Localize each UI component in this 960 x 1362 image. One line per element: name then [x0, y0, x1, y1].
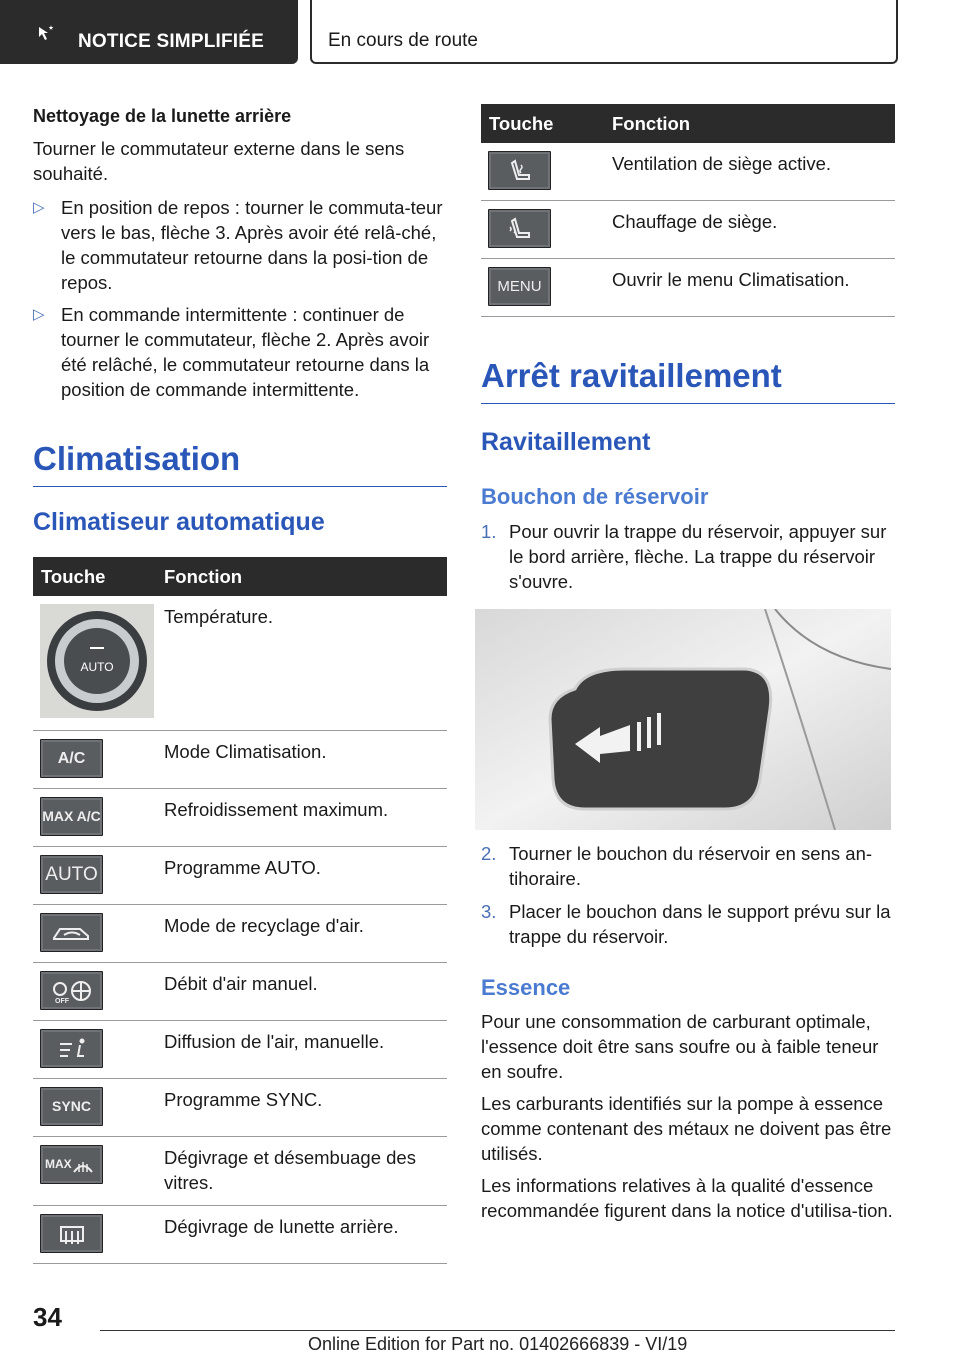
menu-button-icon: MENU [488, 267, 551, 306]
function-text: Débit d'air manuel. [156, 963, 447, 1021]
heading-automatic-ac: Climatiseur automatique [33, 508, 325, 536]
sync-button-icon: SYNC [40, 1087, 103, 1126]
table-row [33, 731, 447, 789]
seat-controls-table [481, 104, 895, 317]
header-function: Fonction [604, 104, 895, 143]
function-text: Mode de recyclage d'air. [156, 905, 447, 963]
chapter-tab [310, 0, 898, 64]
section-title: NOTICE SIMPLIFIÉE [78, 31, 265, 52]
ac-button-icon: A/C [40, 739, 103, 778]
list-item: 2. Tourner le bouchon du réservoir en sens an‐tihoraire. [481, 843, 873, 889]
function-text: Dégivrage de lunette arrière. [156, 1206, 447, 1264]
fuel-paragraph: Pour une consommation de carburant optimale, l'essence doit être sans soufre ou à faible teneur en soufre. [481, 1011, 879, 1082]
function-text: Température. [156, 596, 447, 731]
cleaning-intro: Tourner le commutateur externe dans le sens souhaité. [33, 138, 405, 184]
table-row [33, 905, 447, 963]
fan-speed-icon [40, 971, 103, 1010]
seat-ventilation-icon [488, 151, 551, 190]
triangle-bullet-icon: ▷ [33, 199, 45, 216]
header-function: Fonction [156, 557, 447, 596]
page-number: 34 [33, 1302, 62, 1332]
fuel-flap-image [475, 609, 891, 830]
fuel-paragraph: Les informations relatives à la qualité d'essence recommandée figurent dans la notice d'utilisa‐tion. [481, 1175, 893, 1221]
table-row [33, 1021, 447, 1079]
page-header [0, 0, 960, 66]
bullet-item: ▷ En position de repos : tourner le commuta‐teur vers le bas, flèche 3. Après avoir été relâ‐ché, le commutateur retourne dans la posi‐tion de repos. [33, 197, 443, 293]
cleaning-title: Nettoyage de la lunette arrière [33, 106, 292, 126]
climate-controls-table [33, 557, 447, 1264]
svg-text:OFF: OFF [54, 997, 69, 1004]
function-text: Programme AUTO. [156, 847, 447, 905]
table-header-row [481, 104, 895, 143]
footer-divider [100, 1330, 895, 1331]
chapter-title: En cours de route [328, 30, 478, 51]
table-row [481, 201, 895, 259]
bullet-item: ▷ En commande intermittente : continuer de tourner le commutateur, flèche 2. Après avoir été relâché, le commutateur retourne dans la position de commande intermittente. [33, 304, 430, 400]
triangle-bullet-icon: ▷ [33, 306, 45, 323]
table-header-row [33, 557, 447, 596]
air-recirculation-icon [40, 913, 103, 952]
list-item: 1. Pour ouvrir la trappe du réservoir, appuyer sur le bord arrière, flèche. La trappe du réservoir s'ouvre. [481, 521, 887, 592]
max-ac-button-icon: MAX A/C [40, 797, 103, 836]
auto-button-icon: AUTO [40, 855, 103, 894]
table-row [33, 1079, 447, 1137]
function-text: Ouvrir le menu Climatisation. [604, 259, 895, 317]
function-text: Diffusion de l'air, manuelle. [156, 1021, 447, 1079]
fuel-paragraph: Les carburants identifiés sur la pompe à essence comme contenant des métaux ne doivent pas être utilisés. [481, 1093, 892, 1164]
function-text: Mode Climatisation. [156, 731, 447, 789]
table-row [33, 1137, 447, 1206]
heading-climatisation: Climatisation [33, 440, 447, 487]
dial-label: AUTO [80, 660, 114, 674]
section-tab [0, 0, 298, 64]
table-row [33, 789, 447, 847]
heading-petrol: Essence [481, 975, 571, 1000]
heading-refuelling-stop: Arrêt ravitaillement [481, 357, 895, 404]
heading-refuelling: Ravitaillement [481, 428, 651, 456]
rear-defrost-icon [40, 1214, 103, 1253]
header-key: Touche [481, 104, 604, 143]
table-row [33, 847, 447, 905]
seat-heating-icon [488, 209, 551, 248]
heading-fuel-cap: Bouchon de réservoir [481, 484, 709, 509]
table-row [33, 1206, 447, 1264]
function-text: Ventilation de siège active. [604, 143, 895, 201]
table-row [481, 259, 895, 317]
max-defrost-icon: MAX [40, 1145, 103, 1184]
temperature-dial-icon [40, 604, 154, 718]
edition-note: Online Edition for Part no. 01402666839 - VI/19 [308, 1334, 688, 1354]
list-item: 3. Placer le bouchon dans le support prévu sur la trappe du réservoir. [481, 901, 891, 947]
table-row [481, 143, 895, 201]
table-row [33, 596, 447, 731]
air-distribution-icon [40, 1029, 103, 1068]
function-text: Chauffage de siège. [604, 201, 895, 259]
table-row [33, 963, 447, 1021]
header-key: Touche [33, 557, 156, 596]
function-text: Programme SYNC. [156, 1079, 447, 1137]
quick-guide-icon [36, 24, 56, 44]
function-text: Refroidissement maximum. [156, 789, 447, 847]
function-text: Dégivrage et désembuage des vitres. [156, 1137, 447, 1206]
